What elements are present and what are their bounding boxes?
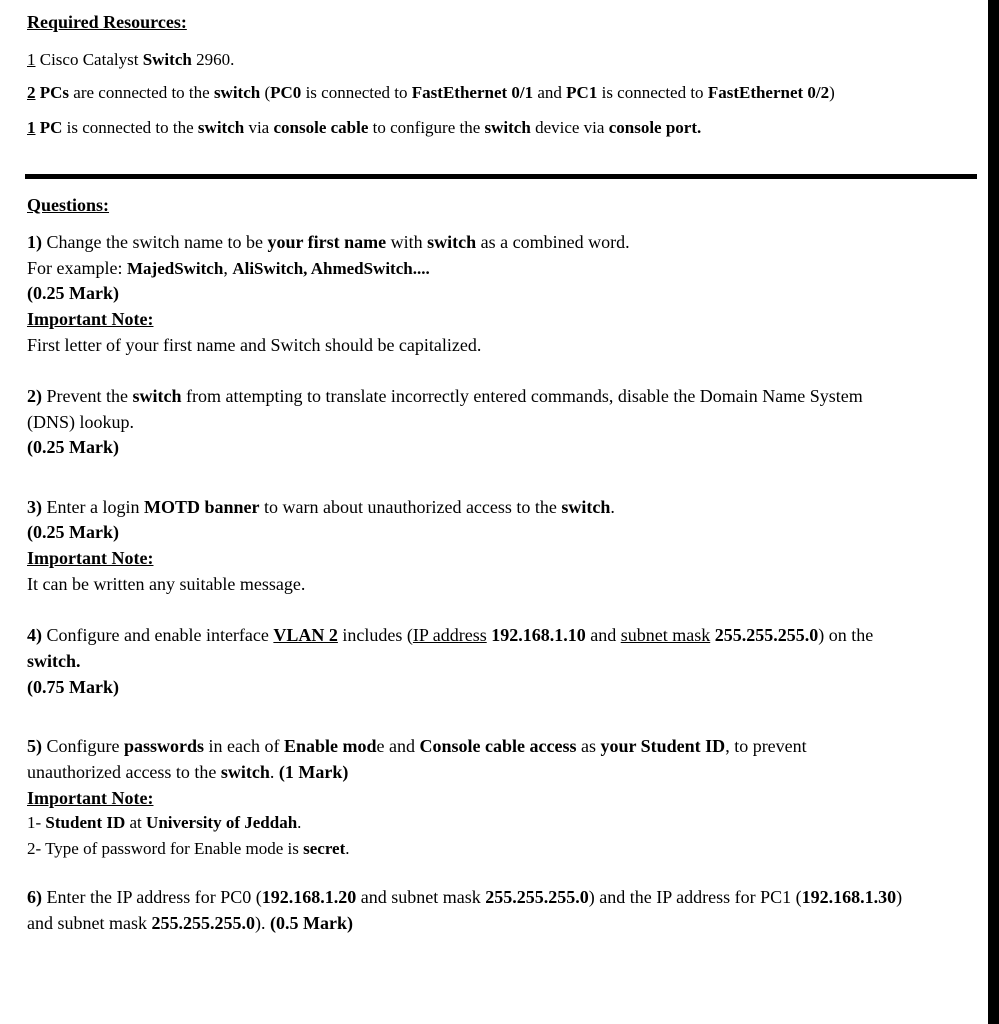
questions-heading: Questions: xyxy=(27,195,110,215)
question-2-mark xyxy=(27,436,119,458)
question-3 xyxy=(27,496,615,518)
text-bold: Student ID xyxy=(45,813,126,832)
text: For example: xyxy=(27,258,127,278)
text: and xyxy=(585,625,621,645)
question-4 xyxy=(27,624,873,646)
text: Configure and enable interface xyxy=(42,625,274,645)
text: Configure xyxy=(42,736,124,756)
mark-label: (0.75 Mark) xyxy=(27,677,119,697)
text-bold: 192.168.1.20 xyxy=(261,887,357,907)
text-bold: PC0 xyxy=(270,83,302,102)
text: and subnet mask xyxy=(356,887,486,907)
text: with xyxy=(386,232,428,252)
text: , xyxy=(223,258,233,278)
text-bold: PC1 xyxy=(566,83,598,102)
text: Enter the IP address for PC0 ( xyxy=(42,887,262,907)
mark-label: (0.25 Mark) xyxy=(27,522,119,542)
text-bold: passwords xyxy=(123,736,205,756)
text-bold: switch xyxy=(484,118,531,137)
text: from attempting to translate incorrectly entered commands, disable the Domain Name System xyxy=(181,386,863,406)
text-bold: 192.168.1.10 xyxy=(486,625,586,645)
text: , to prevent xyxy=(725,736,807,756)
question-5-line2 xyxy=(27,761,348,783)
text-bold: MajedSwitch xyxy=(126,259,224,278)
text: is connected to the xyxy=(62,118,198,137)
text-bold: secret xyxy=(303,839,346,858)
text: and xyxy=(533,83,567,102)
text: e and xyxy=(376,736,420,756)
text: to configure the xyxy=(368,118,485,137)
text: 2- Type of password for Enable mode is xyxy=(27,839,304,858)
text: Cisco Catalyst xyxy=(35,50,143,69)
text-bold: PC xyxy=(35,118,63,137)
text-bold: console cable xyxy=(273,118,369,137)
text: ) xyxy=(896,887,903,907)
question-1-mark xyxy=(27,282,119,304)
text: . xyxy=(297,813,302,832)
resource-count: 1 xyxy=(27,50,36,69)
text-bold-underline: VLAN 2 xyxy=(273,625,338,645)
text-bold: switch xyxy=(197,118,245,137)
text-bold: FastEthernet 0/2 xyxy=(707,83,830,102)
text-bold: FastEthernet 0/1 xyxy=(411,83,534,102)
text: as a combined word. xyxy=(476,232,630,252)
text: is connected to xyxy=(597,83,708,102)
text-underline: subnet mask xyxy=(620,625,711,645)
text: Change the switch name to be xyxy=(42,232,268,252)
question-2 xyxy=(27,385,863,407)
question-5-note-1 xyxy=(27,812,301,834)
mark-label: (0.25 Mark) xyxy=(27,437,119,457)
question-number: 1) xyxy=(27,232,42,252)
mark-label: (0.5 Mark) xyxy=(269,913,353,933)
question-6 xyxy=(27,886,902,908)
text: is connected to xyxy=(301,83,412,102)
resources-heading: Required Resources: xyxy=(27,12,187,32)
question-number: 2) xyxy=(27,386,42,406)
text-bold: switch xyxy=(561,497,611,517)
question-number: 5) xyxy=(27,736,42,756)
question-6-line2 xyxy=(27,912,353,934)
resource-count: 1 xyxy=(27,118,36,137)
text-bold: Enable mod xyxy=(283,736,377,756)
text-bold: 255.255.255.0 xyxy=(710,625,819,645)
resource-item-switch xyxy=(27,49,234,71)
text-bold: switch xyxy=(132,386,182,406)
question-1-note-label: Important Note: xyxy=(27,309,154,329)
text: in each of xyxy=(204,736,284,756)
mark-label: (1 Mark) xyxy=(278,762,349,782)
text-bold: your first name xyxy=(267,232,387,252)
question-5 xyxy=(27,735,807,757)
text: . xyxy=(345,839,350,858)
question-3-note: It can be written any suitable message. xyxy=(27,574,306,594)
text-bold: Switch xyxy=(142,50,192,69)
section-divider xyxy=(25,174,977,179)
text-bold: AliSwitch, AhmedSwitch.... xyxy=(232,259,430,278)
text: device via xyxy=(530,118,609,137)
question-4-mark xyxy=(27,676,119,698)
mark-label: (0.25 Mark) xyxy=(27,283,119,303)
text: to warn about unauthorized access to the xyxy=(259,497,562,517)
text: ) on the xyxy=(818,625,874,645)
question-1-note: First letter of your first name and Switch should be capitalized. xyxy=(27,335,482,355)
text-bold: 192.168.1.30 xyxy=(801,887,897,907)
text: are connected to the xyxy=(69,83,214,102)
text-bold: your Student ID xyxy=(600,736,726,756)
text-bold: console port. xyxy=(608,118,702,137)
text: and subnet mask xyxy=(27,913,152,933)
question-number: 3) xyxy=(27,497,42,517)
text: ) xyxy=(829,83,835,102)
text: ) and the IP address for PC1 ( xyxy=(588,887,802,907)
text: 2960. xyxy=(191,50,235,69)
question-number: 4) xyxy=(27,625,42,645)
text: Enter a login xyxy=(42,497,144,517)
text-bold: switch xyxy=(427,232,477,252)
question-number: 6) xyxy=(27,887,42,907)
text: Prevent the xyxy=(42,386,133,406)
text: . xyxy=(610,497,615,517)
text: as xyxy=(576,736,601,756)
text-underline: IP address xyxy=(412,625,487,645)
question-4-line2 xyxy=(27,650,81,672)
text: ). xyxy=(254,913,270,933)
question-1-example xyxy=(27,257,430,280)
question-1 xyxy=(27,231,630,253)
page-edge-border xyxy=(988,0,999,1024)
text-bold: PCs xyxy=(35,83,70,102)
text: via xyxy=(244,118,274,137)
text-bold: University of Jeddah xyxy=(146,813,298,832)
text: . xyxy=(269,762,279,782)
question-5-note-label: Important Note: xyxy=(27,788,154,808)
text-bold: MOTD banner xyxy=(143,497,260,517)
text: ( xyxy=(260,83,271,102)
text-bold: switch xyxy=(213,83,261,102)
resource-item-pcs xyxy=(27,82,835,104)
text-bold: Console cable access xyxy=(419,736,577,756)
text: includes ( xyxy=(337,625,413,645)
text-bold: 255.255.255.0 xyxy=(485,887,589,907)
text-bold: 255.255.255.0 xyxy=(151,913,255,933)
text-bold: switch. xyxy=(27,651,81,671)
text: 1- xyxy=(27,813,46,832)
question-3-note-label: Important Note: xyxy=(27,548,154,568)
text-bold: switch xyxy=(220,762,270,782)
text: at xyxy=(125,813,147,832)
resource-count: 2 xyxy=(27,83,36,102)
resource-item-console-pc xyxy=(27,117,701,139)
question-2-line2: (DNS) lookup. xyxy=(27,412,134,432)
question-3-mark xyxy=(27,521,119,543)
text: unauthorized access to the xyxy=(27,762,221,782)
question-5-note-2 xyxy=(27,838,350,860)
